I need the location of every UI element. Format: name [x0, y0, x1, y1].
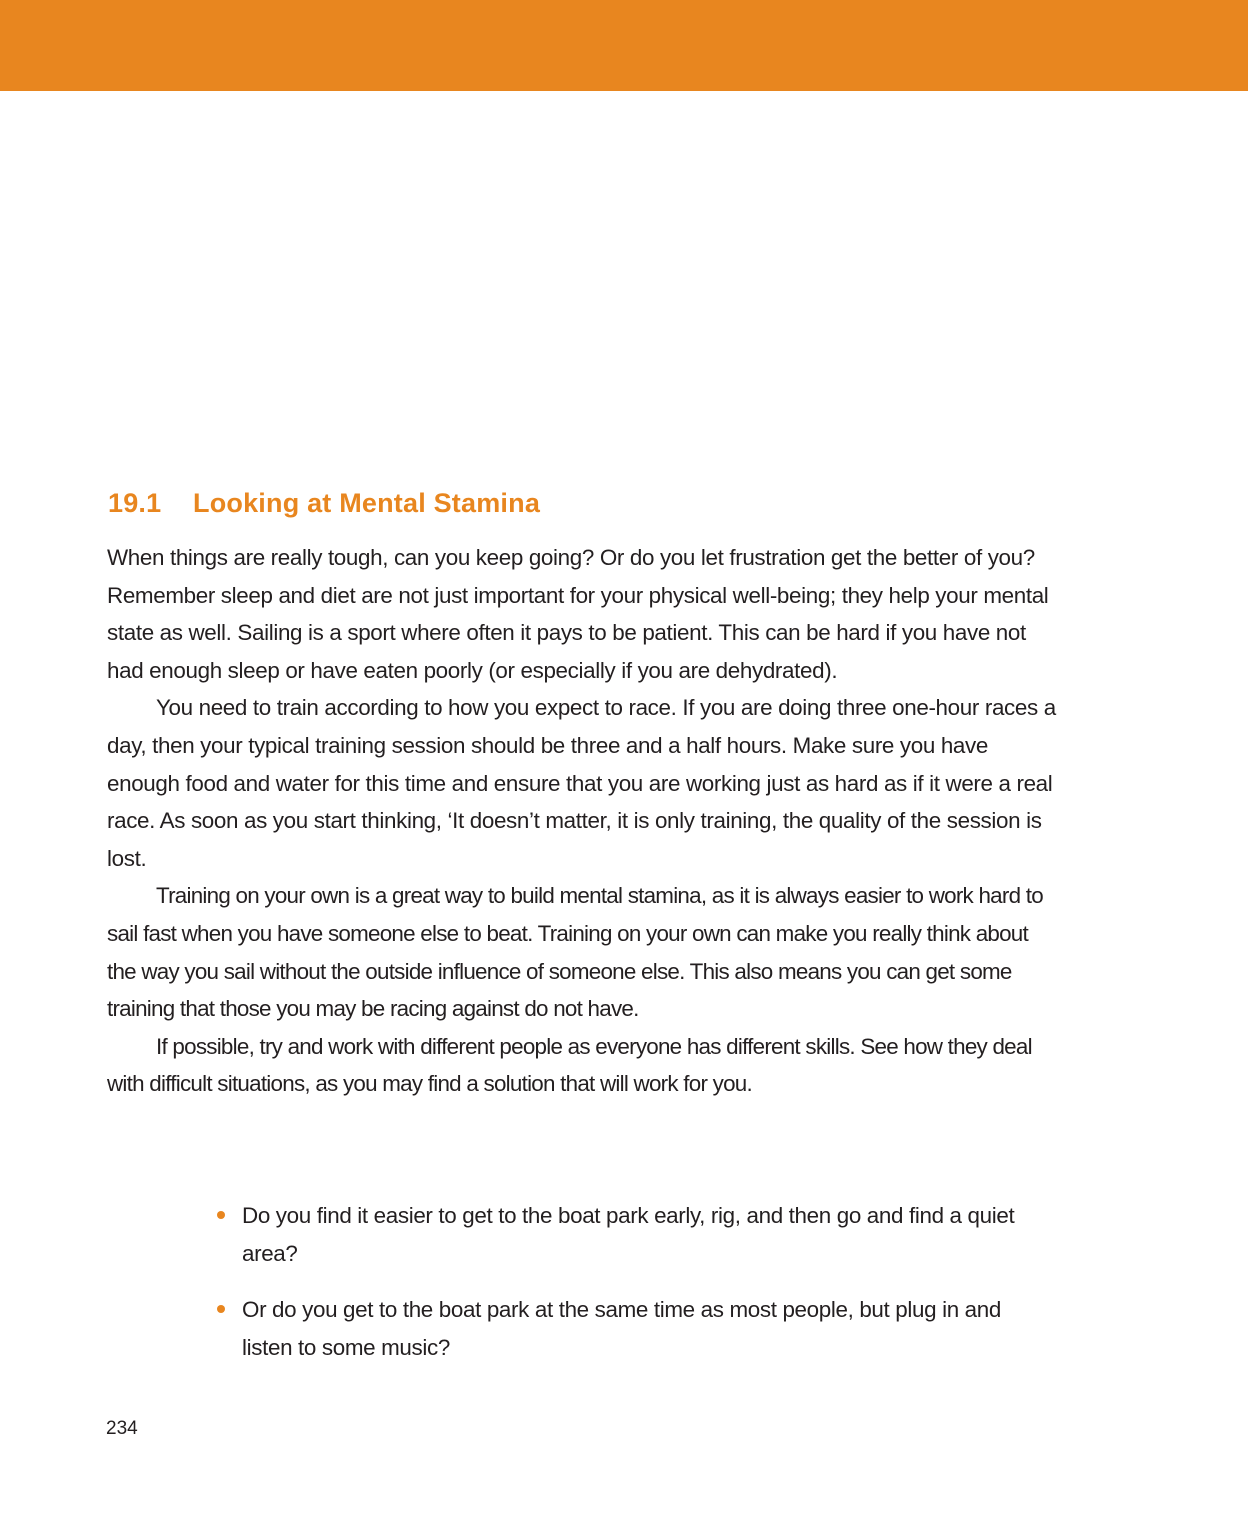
header-color-band — [0, 0, 1248, 91]
paragraph: When things are really tough, can you keep going? Or do you let frustration get the better of you? Remember sleep and diet are not just important for your physical well-being; they help your mental state as well. Sailing is a sport where often it pays to be patient. This can be hard if you have not had enough sleep or have eaten poorly (or especially if you are dehydrated). — [107, 545, 1049, 683]
section-number: 19.1 — [108, 488, 162, 518]
bullet-text: Do you find it easier to get to the boat park early, rig, and then go and find a quiet area? — [242, 1203, 1015, 1266]
bullet-list — [215, 1197, 1055, 1385]
page-number: 234 — [106, 1418, 138, 1439]
bullet-item — [215, 1291, 1055, 1366]
paragraph: You need to train according to how you expect to race. If you are doing three one-hour races a day, then your typical training session should be three and a half hours. Make sure you have enough food and water for this time and ensure that you are working just as hard as if it were a real race. As soon as you start thinking, ‘It doesn’t matter, it is only training, the quality of the session is lost. — [107, 695, 1056, 871]
section-title: Looking at Mental Stamina — [193, 488, 541, 518]
bullet-text: Or do you get to the boat park at the same time as most people, but plug in and listen to some music? — [242, 1297, 1001, 1360]
body-text — [107, 539, 1057, 1103]
paragraph: If possible, try and work with different people as everyone has different skills. See how they deal with difficult situations, as you may find a solution that will work for you. — [107, 1033, 1032, 1097]
bullet-dot-icon — [217, 1305, 225, 1313]
bullet-item — [215, 1197, 1055, 1272]
section-heading — [108, 488, 540, 519]
bullet-dot-icon — [217, 1211, 225, 1219]
paragraph: Training on your own is a great way to build mental stamina, as it is always easier to work hard to sail fast when you have someone else to beat. Training on your own can make you really think about the way you sail without the outside influence of someone else. This also means you can get some training that those you may be racing against do not have. — [107, 883, 1043, 1022]
